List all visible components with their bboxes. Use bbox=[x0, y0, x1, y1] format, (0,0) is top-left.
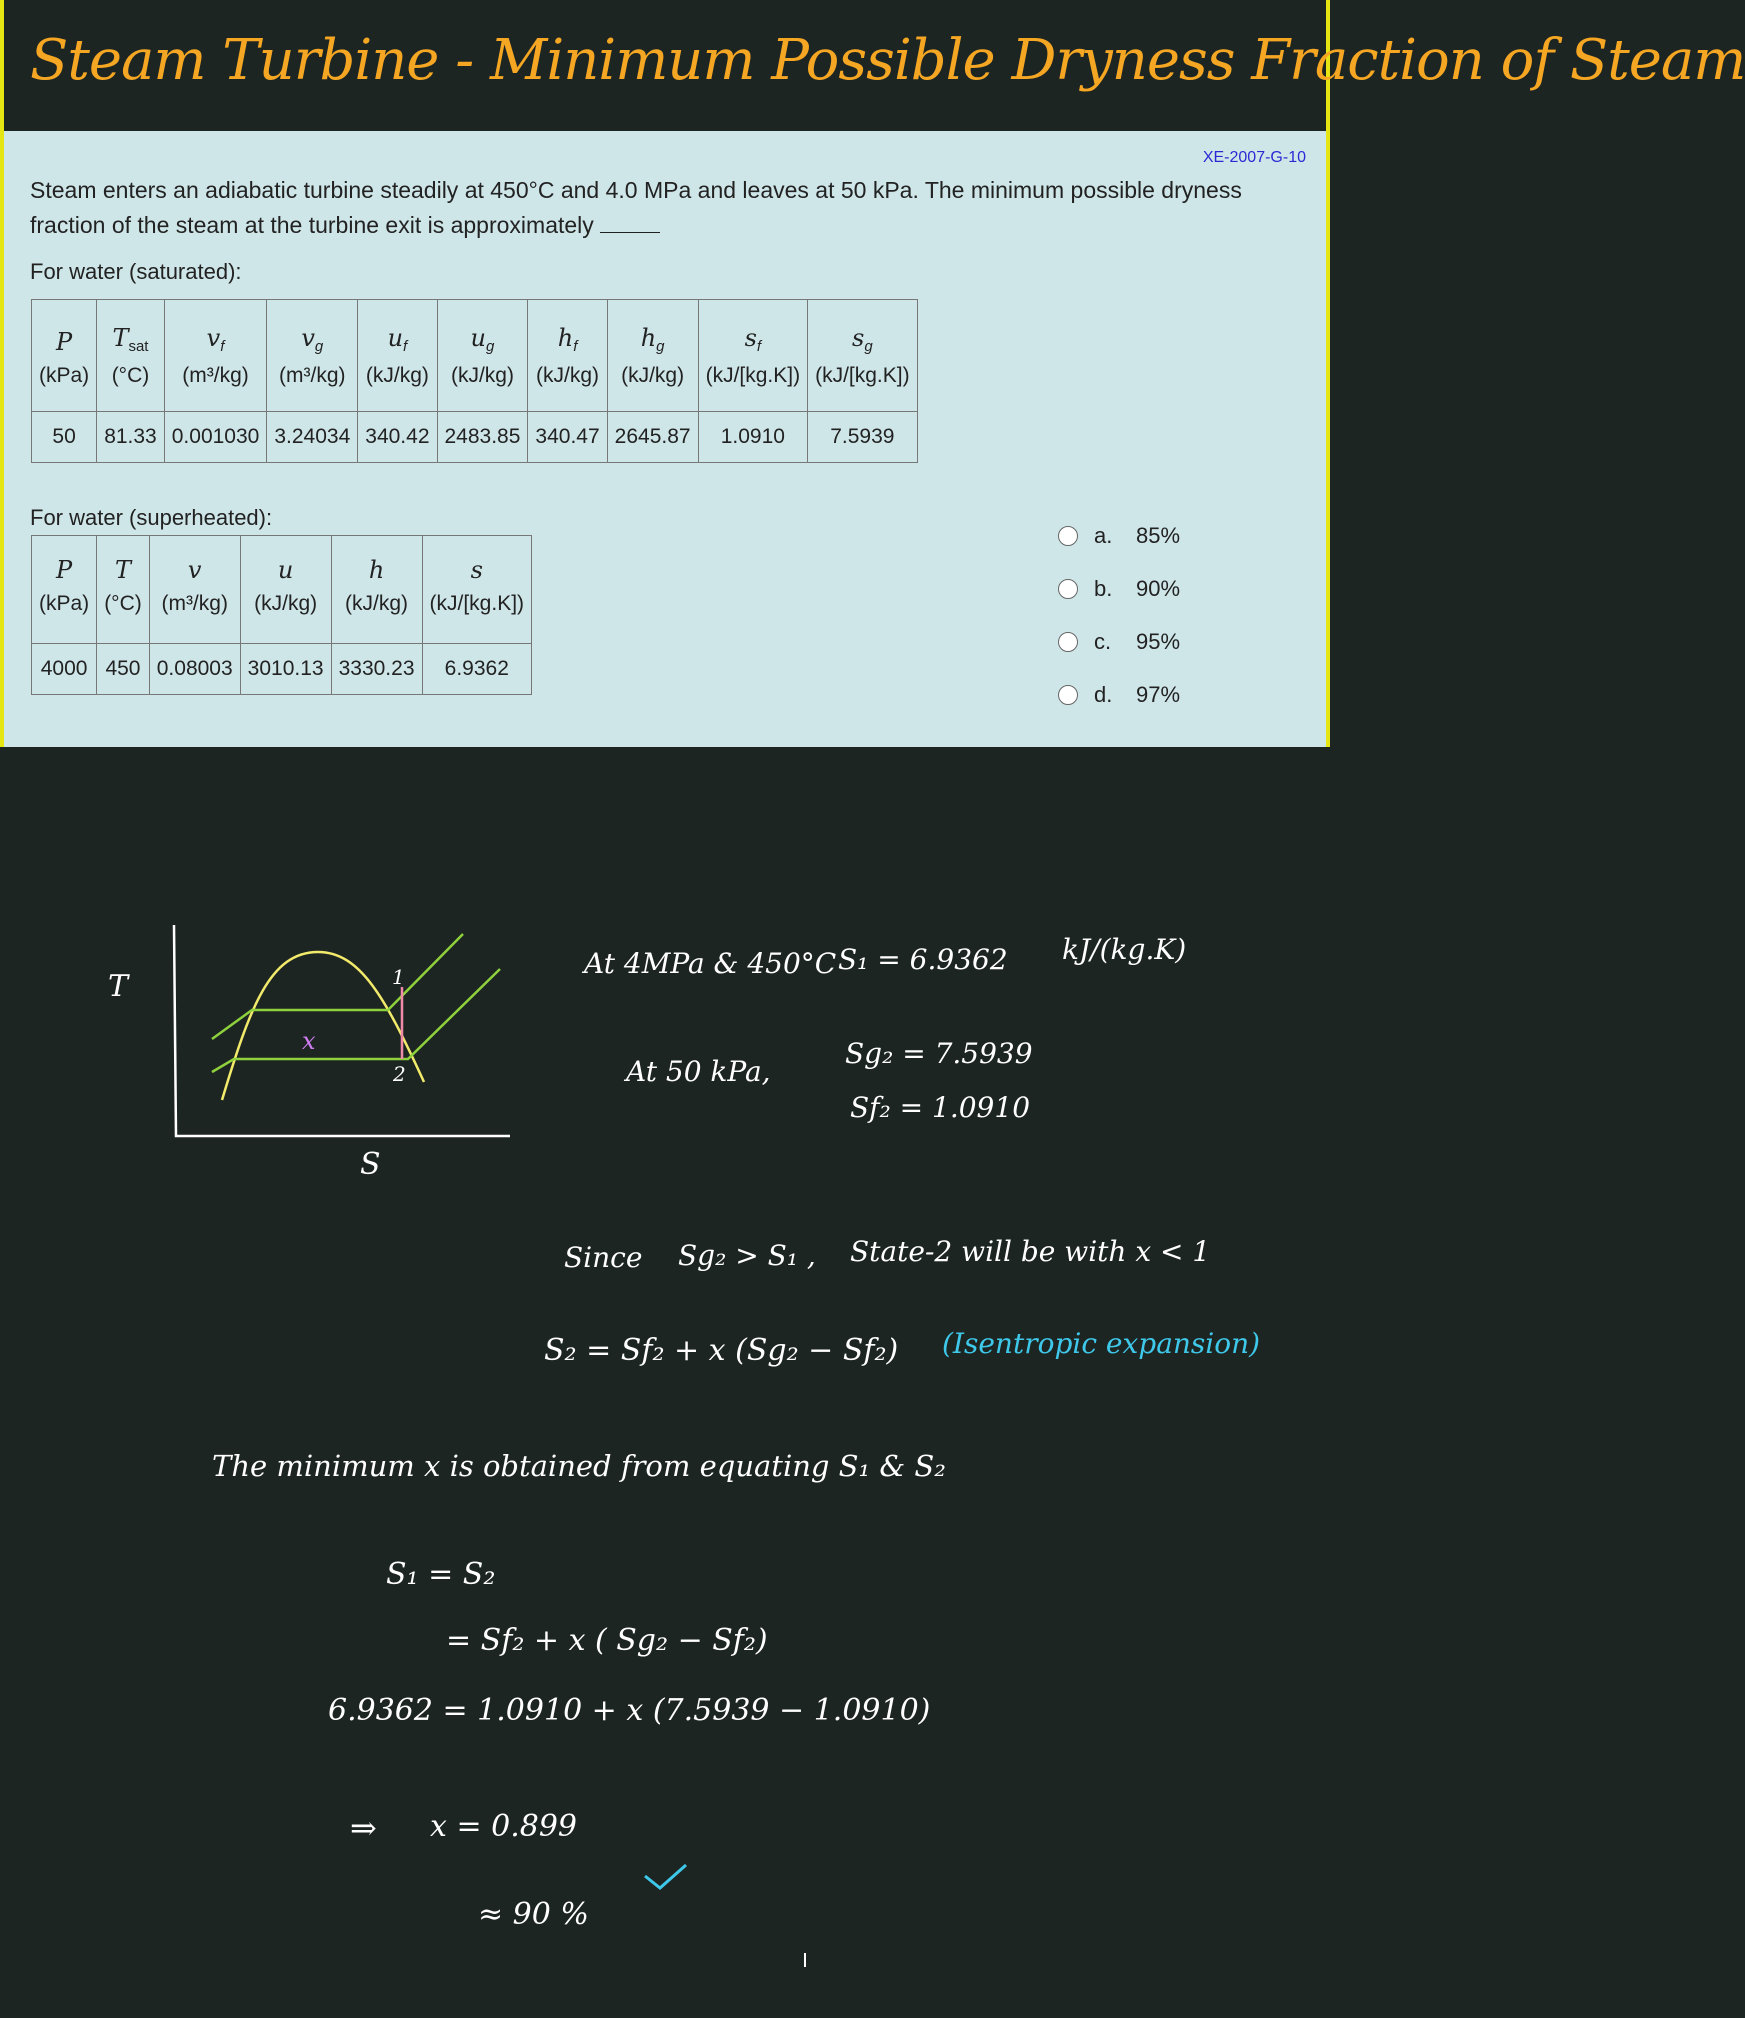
sat-unit: (kPa) bbox=[32, 356, 97, 412]
option-b[interactable] bbox=[1058, 562, 1180, 615]
sat-header-hf: $h_f$ bbox=[528, 300, 607, 356]
sup-value: 3010.13 bbox=[240, 644, 331, 695]
sat-value: 50 bbox=[32, 412, 97, 463]
sup-header-h: h bbox=[331, 536, 422, 584]
eq1: S₁ = S₂ bbox=[386, 1557, 496, 1592]
superheated-caption: For water (superheated): bbox=[30, 505, 273, 530]
answer-blank bbox=[600, 215, 660, 233]
sat-unit: (kJ/kg) bbox=[607, 356, 698, 412]
saturated-table bbox=[31, 299, 918, 463]
option-value: 97% bbox=[1136, 681, 1181, 707]
answer-options bbox=[1058, 509, 1180, 721]
line1-s1: S₁ = 6.9362 bbox=[838, 943, 1008, 976]
sat-unit: (kJ/kg) bbox=[358, 356, 437, 412]
radio-button[interactable] bbox=[1058, 579, 1078, 599]
option-d[interactable] bbox=[1058, 668, 1180, 721]
sat-value: 340.42 bbox=[358, 412, 437, 463]
sat-unit: (kJ/kg) bbox=[528, 356, 607, 412]
sat-header-ug: $u_g$ bbox=[437, 300, 528, 356]
option-letter: b. bbox=[1094, 575, 1113, 601]
option-letter: d. bbox=[1094, 681, 1113, 707]
sup-unit: (kJ/kg) bbox=[331, 584, 422, 644]
sup-value: 6.9362 bbox=[422, 644, 532, 695]
sat-unit: (m³/kg) bbox=[267, 356, 358, 412]
sup-header-s: s bbox=[422, 536, 532, 584]
question-text-body: Steam enters an adiabatic turbine steadily at 450°C and 4.0 MPa and leaves at 50 kPa. The minimum possible dryness fraction of the steam at the turbine exit is approximately bbox=[30, 177, 1242, 238]
sat-header-hg: $h_g$ bbox=[607, 300, 698, 356]
sat-header-tsat: $T_{sat}$ bbox=[97, 300, 165, 356]
sat-header-vg: $v_g$ bbox=[267, 300, 358, 356]
sup-header-u: u bbox=[240, 536, 331, 584]
sat-value: 340.47 bbox=[528, 412, 607, 463]
sat-header-uf: $u_f$ bbox=[358, 300, 437, 356]
sat-value: 0.001030 bbox=[164, 412, 267, 463]
saturated-units-row bbox=[32, 356, 918, 412]
state-1-label: 1 bbox=[392, 965, 405, 989]
question-id: XE-2007-G-10 bbox=[1202, 149, 1306, 166]
line2-sf2: Sf₂ = 1.0910 bbox=[850, 1091, 1031, 1124]
superheated-units-row bbox=[32, 584, 532, 644]
option-value: 95% bbox=[1136, 628, 1181, 654]
sup-value: 450 bbox=[97, 644, 150, 695]
line3-since: Since bbox=[564, 1241, 643, 1274]
sat-unit: (m³/kg) bbox=[164, 356, 267, 412]
option-a[interactable] bbox=[1058, 509, 1180, 562]
low-pressure-isobar bbox=[212, 969, 500, 1072]
sup-header-p: P bbox=[32, 536, 97, 584]
saturated-values-row bbox=[32, 412, 918, 463]
option-value: 90% bbox=[1136, 575, 1181, 601]
sat-header-sg: $s_g$ bbox=[808, 300, 918, 356]
eq2: = Sf₂ + x ( Sg₂ − Sf₂) bbox=[446, 1623, 768, 1658]
t-axis-label: T bbox=[108, 969, 129, 1004]
sat-unit: (°C) bbox=[97, 356, 165, 412]
sup-value: 3330.23 bbox=[331, 644, 422, 695]
sup-unit: (kJ/[kg.K]) bbox=[422, 584, 532, 644]
state-2-label: 2 bbox=[393, 1062, 406, 1086]
sup-header-v: v bbox=[149, 536, 240, 584]
line1-condition: At 4MPa & 450°C bbox=[584, 947, 837, 980]
sat-unit: (kJ/[kg.K]) bbox=[698, 356, 808, 412]
solution-area bbox=[0, 747, 1330, 2018]
option-c[interactable] bbox=[1058, 615, 1180, 668]
sup-unit: (m³/kg) bbox=[149, 584, 240, 644]
line5-statement: The minimum x is obtained from equating S₁ & S₂ bbox=[212, 1449, 946, 1483]
line1-unit: kJ/(kg.K) bbox=[1062, 933, 1187, 966]
page-title: Steam Turbine - Minimum Possible Dryness Fraction of Steam bbox=[30, 28, 1745, 93]
dryness-x-label: x bbox=[302, 1027, 316, 1055]
eq5-final-answer: ≈ 90 % bbox=[478, 1897, 589, 1932]
sat-header-vf: $v_f$ bbox=[164, 300, 267, 356]
saturated-header-row bbox=[32, 300, 918, 356]
superheated-table bbox=[31, 535, 532, 695]
option-letter: a. bbox=[1094, 522, 1113, 548]
sat-unit: (kJ/kg) bbox=[437, 356, 528, 412]
eq3: 6.9362 = 1.0910 + x (7.5939 − 1.0910) bbox=[328, 1693, 931, 1728]
high-pressure-isobar bbox=[212, 934, 463, 1039]
sat-value: 7.5939 bbox=[808, 412, 918, 463]
radio-button[interactable] bbox=[1058, 632, 1078, 652]
sup-unit: (kJ/kg) bbox=[240, 584, 331, 644]
superheated-header-row bbox=[32, 536, 532, 584]
eq4-result: x = 0.899 bbox=[430, 1809, 578, 1844]
option-letter: c. bbox=[1094, 628, 1112, 654]
sat-header-sf: $s_f$ bbox=[698, 300, 808, 356]
s-axis-label: S bbox=[360, 1147, 381, 1182]
saturated-caption: For water (saturated): bbox=[30, 259, 242, 284]
sup-header-t: T bbox=[97, 536, 150, 584]
sup-value: 4000 bbox=[32, 644, 97, 695]
sat-value: 81.33 bbox=[97, 412, 165, 463]
implies-arrow: ⇒ bbox=[350, 1809, 377, 1847]
line2-condition: At 50 kPa, bbox=[626, 1055, 771, 1088]
question-text bbox=[30, 173, 1270, 243]
sup-unit: (°C) bbox=[97, 584, 150, 644]
superheated-values-row bbox=[32, 644, 532, 695]
sat-header-p: P bbox=[32, 300, 97, 356]
line4-equation: S₂ = Sf₂ + x (Sg₂ − Sf₂) bbox=[544, 1333, 899, 1368]
sat-value: 2483.85 bbox=[437, 412, 528, 463]
sat-unit: (kJ/[kg.K]) bbox=[808, 356, 918, 412]
sat-value: 2645.87 bbox=[607, 412, 698, 463]
radio-button[interactable] bbox=[1058, 685, 1078, 705]
sat-value: 1.0910 bbox=[698, 412, 808, 463]
line3-comparison: Sg₂ > S₁ , bbox=[678, 1239, 816, 1272]
sup-value: 0.08003 bbox=[149, 644, 240, 695]
option-value: 85% bbox=[1136, 522, 1181, 548]
line2-sg2: Sg₂ = 7.5939 bbox=[845, 1037, 1033, 1070]
radio-button[interactable] bbox=[1058, 526, 1078, 546]
line3-conclusion: State-2 will be with x < 1 bbox=[850, 1235, 1211, 1268]
title-bar bbox=[0, 0, 1745, 131]
sup-unit: (kPa) bbox=[32, 584, 97, 644]
check-mark-icon bbox=[645, 1865, 686, 1888]
sat-value: 3.24034 bbox=[267, 412, 358, 463]
line4-note: (Isentropic expansion) bbox=[942, 1327, 1261, 1360]
question-panel bbox=[0, 131, 1330, 747]
